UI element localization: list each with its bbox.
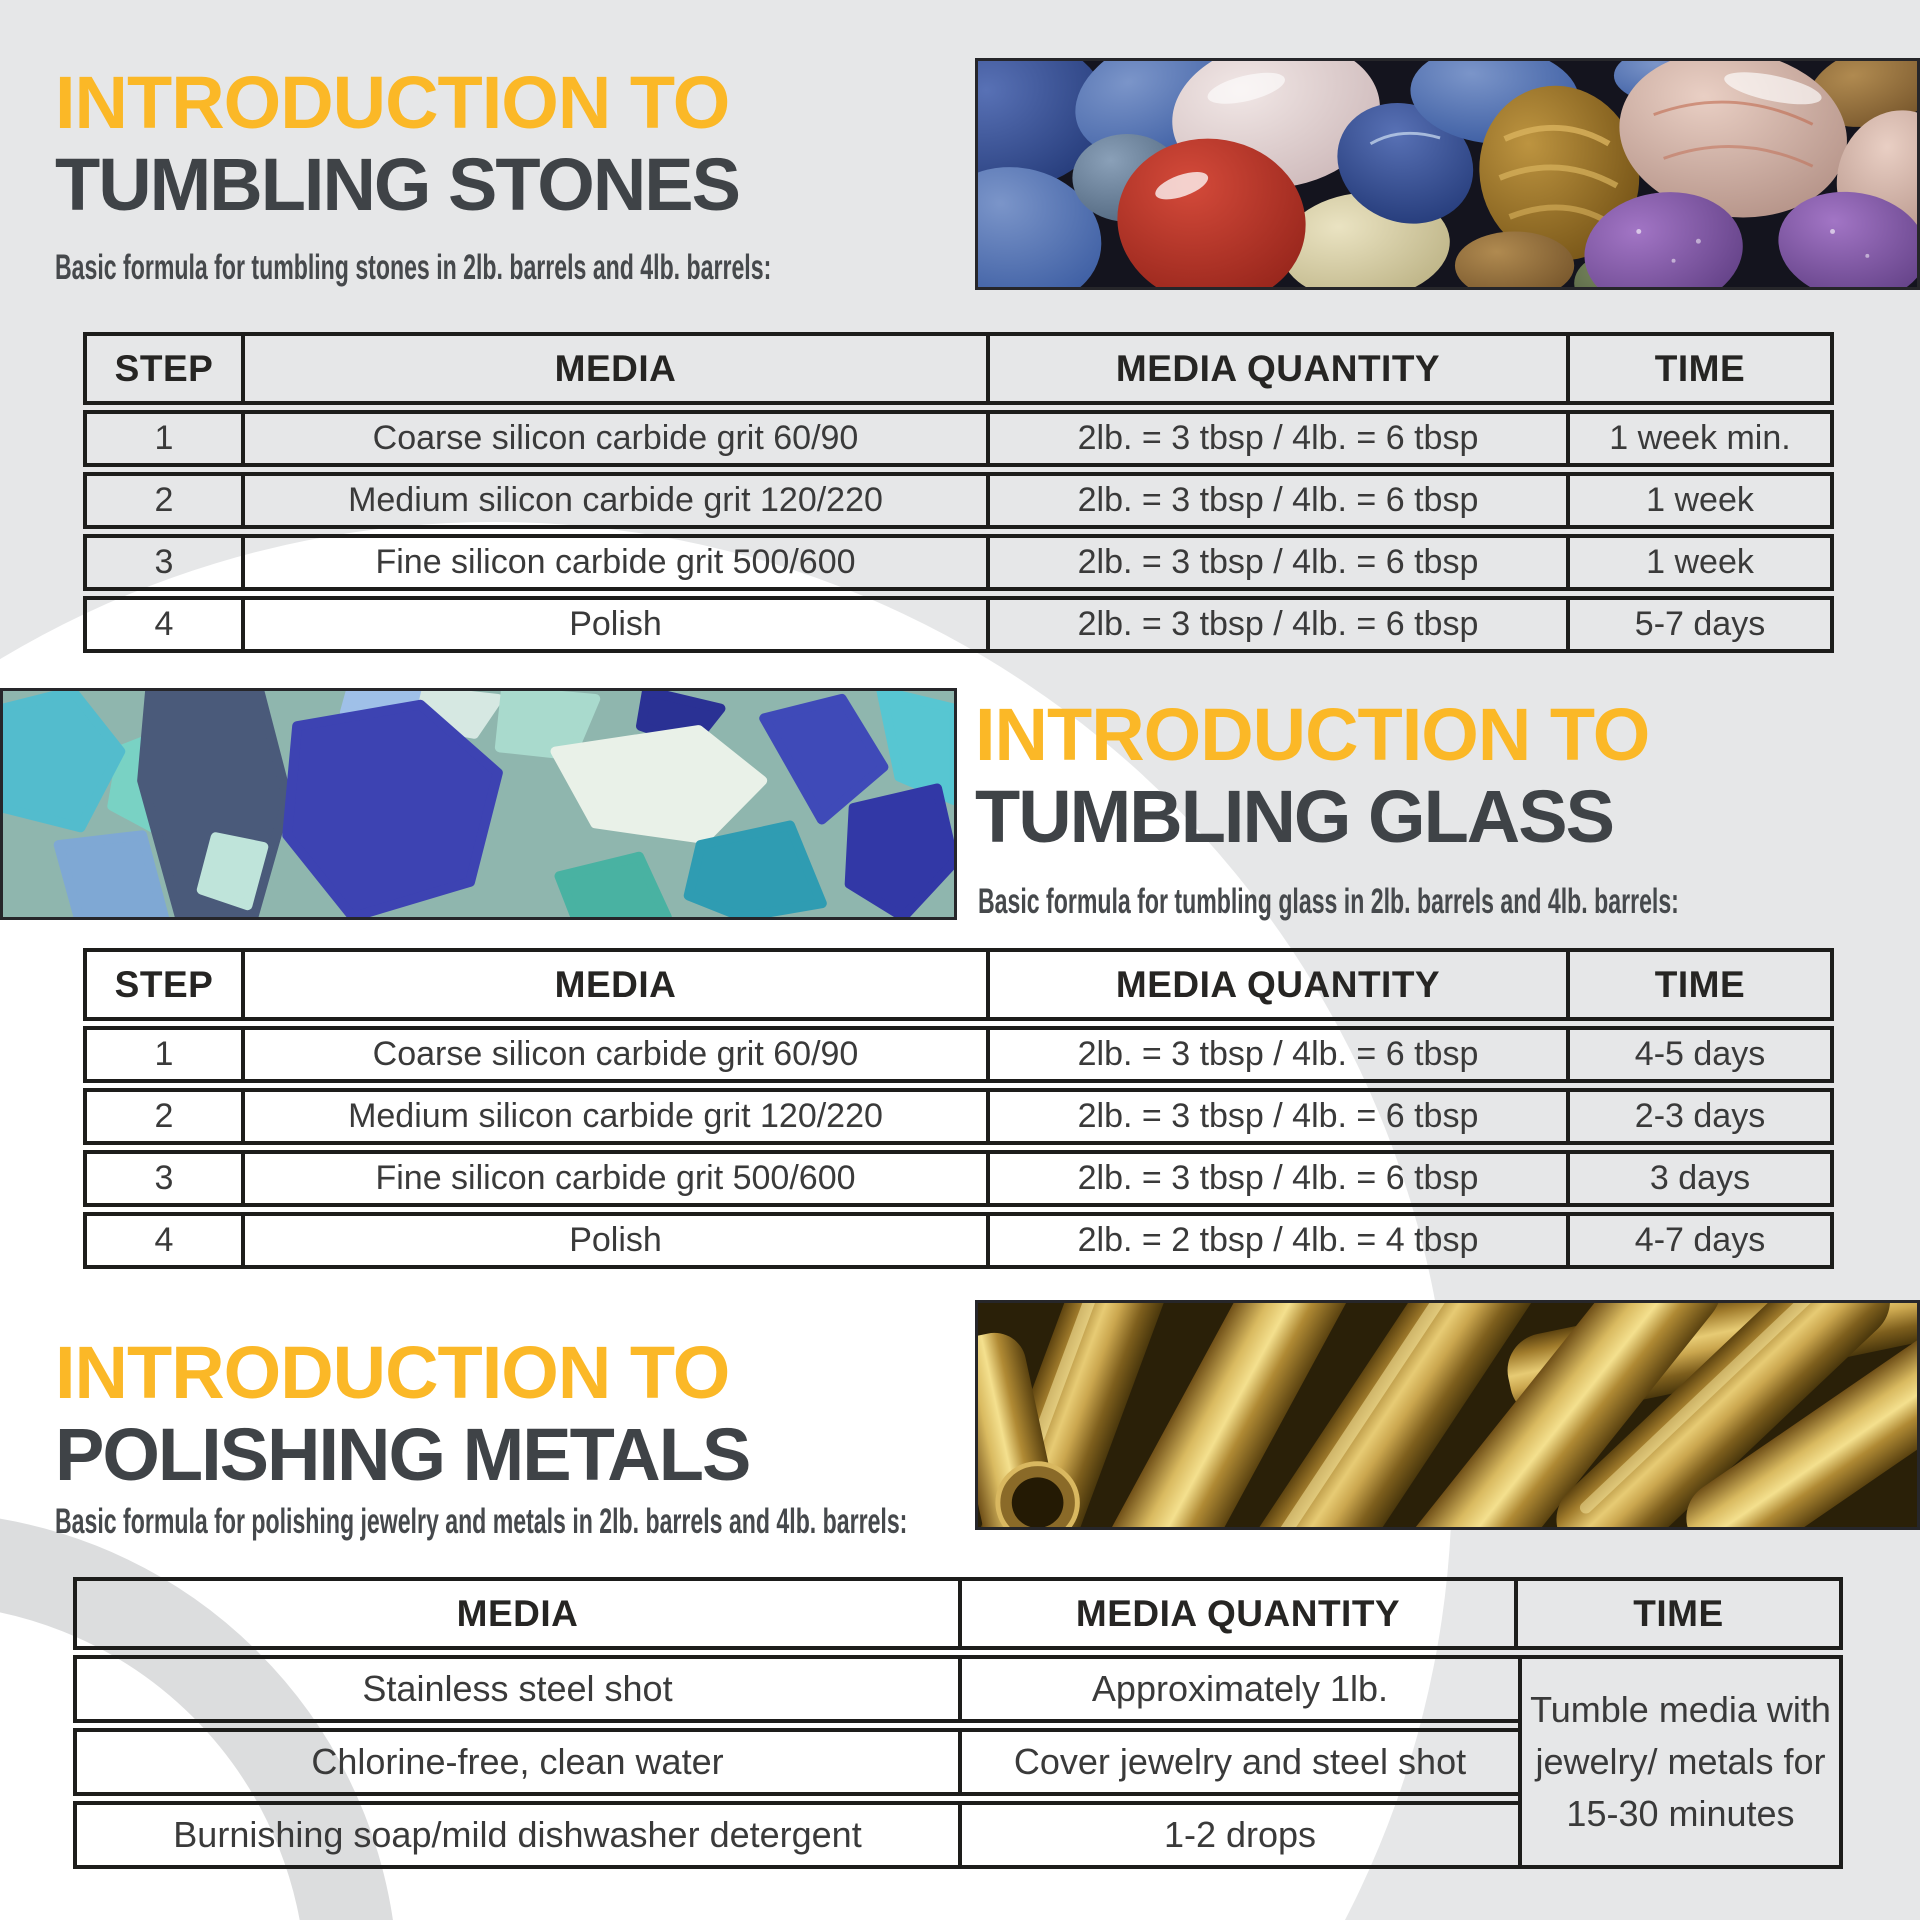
cell-media: Polish [245, 600, 990, 649]
table-row [83, 534, 1834, 591]
table-row [83, 596, 1834, 653]
glass-table [83, 948, 1834, 1274]
cell-quantity: Cover jewelry and steel shot [1013, 1741, 1467, 1782]
glass-subtitle: Basic formula for tumbling glass in 2lb. barrels and 4lb. barrels: [978, 882, 1679, 921]
cell-media: Burnishing soap/mild dishwasher detergent [77, 1805, 962, 1865]
cell-time: 2-3 days [1634, 1097, 1766, 1135]
table-row [73, 1801, 1522, 1869]
cell-quantity: 2lb. = 3 tbsp / 4lb. = 6 tbsp [990, 1154, 1570, 1203]
column-header-step: STEP [87, 952, 245, 1017]
stones-image [975, 58, 1920, 290]
metals-table-body [73, 1655, 1843, 1874]
sea-glass-image [0, 688, 957, 920]
table-row [83, 1088, 1834, 1145]
table-row [73, 1728, 1522, 1796]
cell-media: Coarse silicon carbide grit 60/90 [245, 414, 990, 463]
cell-time: 4-7 days [1634, 1221, 1766, 1259]
cell-time: 3 days [1649, 1159, 1751, 1197]
column-header-quantity: MEDIA QUANTITY [990, 336, 1570, 401]
cell-quantity: Approximately 1lb. [1091, 1668, 1389, 1709]
cell-step: 1 [87, 414, 245, 463]
column-header-time: TIME [1654, 963, 1746, 1005]
stones-subtitle: Basic formula for tumbling stones in 2lb. barrels and 4lb. barrels: [55, 248, 772, 287]
cell-media: Fine silicon carbide grit 500/600 [245, 538, 990, 587]
cell-time: 5-7 days [1634, 605, 1766, 643]
cell-media: Stainless steel shot [77, 1659, 962, 1719]
cell-quantity: 2lb. = 3 tbsp / 4lb. = 6 tbsp [990, 414, 1570, 463]
column-header-media: MEDIA [245, 336, 990, 401]
cell-media: Polish [245, 1216, 990, 1265]
column-header-media: MEDIA [245, 952, 990, 1017]
cell-media: Chlorine-free, clean water [77, 1732, 962, 1792]
cell-time: 1 week [1646, 543, 1754, 581]
table-row [83, 1026, 1834, 1083]
glass-title-main: TUMBLING GLASS [975, 775, 1613, 858]
metals-table [73, 1577, 1843, 1874]
metals-title-main: POLISHING METALS [55, 1413, 750, 1496]
table-row [73, 1655, 1522, 1723]
cell-step: 3 [87, 1154, 245, 1203]
table-row [83, 1212, 1834, 1269]
column-header-time: TIME [1633, 1592, 1724, 1634]
cell-step: 4 [87, 600, 245, 649]
table-header-row [83, 332, 1834, 405]
cell-time: 1 week [1646, 481, 1754, 519]
cell-media: Medium silicon carbide grit 120/220 [245, 476, 990, 525]
column-header-quantity: MEDIA QUANTITY [990, 952, 1570, 1017]
glass-title-top: INTRODUCTION TO [975, 693, 1650, 776]
cell-media: Fine silicon carbide grit 500/600 [245, 1154, 990, 1203]
cell-quantity: 2lb. = 3 tbsp / 4lb. = 6 tbsp [990, 476, 1570, 525]
cell-quantity: 2lb. = 3 tbsp / 4lb. = 6 tbsp [990, 600, 1570, 649]
metals-title-top: INTRODUCTION TO [55, 1331, 730, 1414]
table-header-row [83, 948, 1834, 1021]
column-header-step: STEP [87, 336, 245, 401]
cell-quantity: 2lb. = 3 tbsp / 4lb. = 6 tbsp [990, 1030, 1570, 1079]
stones-title-main: TUMBLING STONES [55, 143, 739, 226]
metals-subtitle: Basic formula for polishing jewelry and metals in 2lb. barrels and 4lb. barrels: [55, 1502, 908, 1541]
cell-quantity: 2lb. = 3 tbsp / 4lb. = 6 tbsp [990, 538, 1570, 587]
cell-step: 3 [87, 538, 245, 587]
cell-time: 1 week min. [1609, 419, 1791, 457]
cell-quantity: 1-2 drops [1163, 1814, 1317, 1855]
column-header-media: MEDIA [77, 1581, 962, 1646]
table-row [83, 472, 1834, 529]
cell-media: Medium silicon carbide grit 120/220 [245, 1092, 990, 1141]
cell-step: 2 [87, 1092, 245, 1141]
metals-table-rows [73, 1655, 1522, 1874]
stones-table [83, 332, 1834, 658]
table-row [83, 1150, 1834, 1207]
column-header-quantity: MEDIA QUANTITY [962, 1581, 1518, 1646]
table-row [83, 410, 1834, 467]
stones-title-top: INTRODUCTION TO [55, 61, 730, 144]
cell-step: 1 [87, 1030, 245, 1079]
cell-time-merged: Tumble media with jewelry/ metals for 15-30 minutes [1518, 1655, 1843, 1869]
column-header-time: TIME [1654, 347, 1746, 389]
cell-quantity: 2lb. = 3 tbsp / 4lb. = 6 tbsp [990, 1092, 1570, 1141]
cell-quantity: 2lb. = 2 tbsp / 4lb. = 4 tbsp [990, 1216, 1570, 1265]
cell-media: Coarse silicon carbide grit 60/90 [245, 1030, 990, 1079]
cell-step: 2 [87, 476, 245, 525]
cell-time: 4-5 days [1634, 1035, 1766, 1073]
cell-step: 4 [87, 1216, 245, 1265]
metal-casings-image [975, 1300, 1920, 1530]
table-header-row [73, 1577, 1843, 1650]
